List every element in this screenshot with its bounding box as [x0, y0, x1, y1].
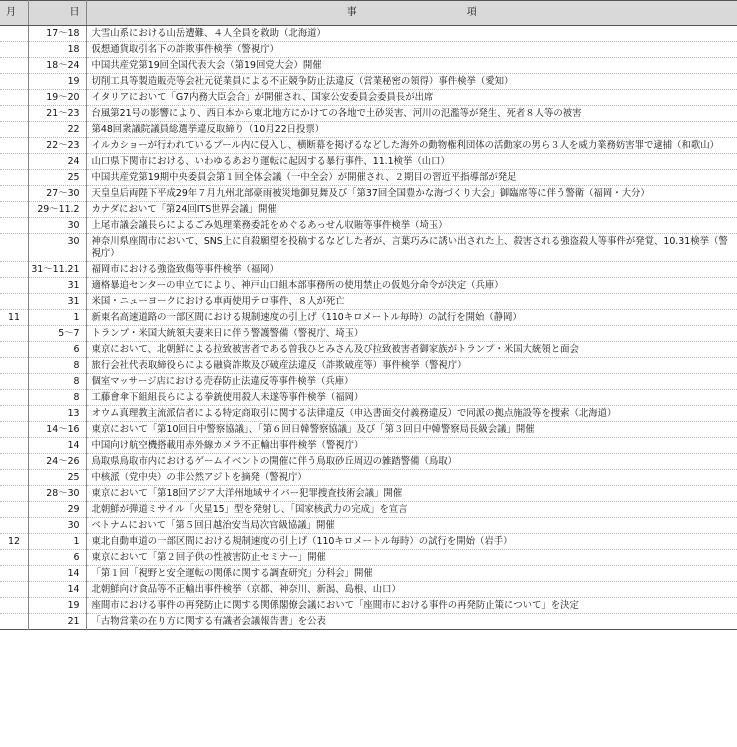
event-cell: 東京において「第10回日中警察協議」、「第６回日韓警察協議」及び「第３回日中韓警察局長級会議」開催	[91, 424, 535, 435]
day-cell: 27〜30	[28, 186, 86, 202]
table-row	[0, 42, 737, 58]
table-row	[0, 218, 737, 234]
day-cell: 25	[28, 470, 86, 486]
event-cell: 東京において「第２回子供の性被害防止セミナー」開催	[91, 552, 326, 563]
month-cell	[0, 406, 28, 422]
table-row	[0, 406, 737, 422]
event-cell: 東北自動車道の一部区間における規制速度の引上げ（110キロメートル毎時）の試行を開始（岩手）	[91, 536, 513, 547]
table-row	[0, 582, 737, 598]
month-cell	[0, 438, 28, 454]
month-cell	[0, 518, 28, 534]
table-row	[0, 74, 737, 90]
day-cell: 6	[28, 342, 86, 358]
table-row	[0, 262, 737, 278]
month-cell	[0, 90, 28, 106]
day-cell: 22〜23	[28, 138, 86, 154]
event-cell: 個室マッサージ店における売春防止法違反等事件検挙（兵庫）	[91, 376, 354, 387]
table-row	[0, 326, 737, 342]
table-row	[0, 470, 737, 486]
day-cell: 13	[28, 406, 86, 422]
table-row	[0, 342, 737, 358]
table-row	[0, 278, 737, 294]
day-cell: 1	[28, 534, 86, 550]
month-cell	[0, 342, 28, 358]
month-cell	[0, 486, 28, 502]
month-cell	[0, 358, 28, 374]
event-cell: 切削工具等製造販売等会社元従業員による不正競争防止法違反（営業秘密の領得）事件検挙（愛知）	[91, 76, 514, 87]
header-row	[0, 1, 737, 26]
month-cell	[0, 122, 28, 138]
month-cell	[0, 422, 28, 438]
day-cell: 18	[28, 42, 86, 58]
day-cell: 8	[28, 374, 86, 390]
table-row	[0, 454, 737, 470]
month-cell	[0, 582, 28, 598]
event-cell: 台風第21号の影響により、西日本から東北地方にかけての各地で土砂災害、河川の氾濫等が発生、死者８人等の被害	[91, 108, 582, 119]
event-cell: イタリアにおいて「G7内務大臣会合」が開催され、国家公安委員会委員長が出席	[91, 92, 434, 103]
table-row	[0, 422, 737, 438]
event-cell: 東京において「第18回アジア大洋州地域サイバー犯罪捜査技術会議」開催	[91, 488, 403, 499]
day-cell: 5〜7	[28, 326, 86, 342]
month-cell	[0, 74, 28, 90]
day-cell: 21	[28, 614, 86, 630]
month-cell	[0, 42, 28, 58]
month-cell	[0, 454, 28, 470]
day-cell: 22	[28, 122, 86, 138]
day-cell: 25	[28, 170, 86, 186]
table-row	[0, 26, 737, 42]
day-cell: 30	[28, 518, 86, 534]
day-cell: 19〜20	[28, 90, 86, 106]
month-cell	[0, 186, 28, 202]
table-row	[0, 186, 737, 202]
month-cell	[0, 614, 28, 630]
day-cell: 30	[28, 218, 86, 234]
table-row	[0, 566, 737, 582]
table-row	[0, 310, 737, 326]
month-cell	[0, 598, 28, 614]
day-cell: 28〜30	[28, 486, 86, 502]
month-cell	[0, 26, 28, 42]
table-row	[0, 122, 737, 138]
event-cell: 座間市における事件の再発防止に関する関係閣僚会議において「座間市における事件の再発防止策について」を決定	[91, 600, 579, 611]
day-cell: 6	[28, 550, 86, 566]
event-cell: 天皇皇后両陛下平成29年７月九州北部豪雨被災地御見舞及び「第37回全国豊かな海づくり大会」御臨席等に伴う警衛（福岡・大分）	[91, 188, 650, 199]
month-cell	[0, 218, 28, 234]
day-cell: 29〜11.2	[28, 202, 86, 218]
month-cell	[0, 106, 28, 122]
event-cell: 旅行会社代表取締役らによる融資詐欺及び破産法違反（詐欺破産等）事件検挙（警視庁）	[91, 360, 467, 371]
event-cell: ベトナムにおいて「第５回日越治安当局次官級協議」開催	[91, 520, 335, 531]
table-row	[0, 58, 737, 74]
day-cell: 14	[28, 438, 86, 454]
day-cell: 14	[28, 566, 86, 582]
event-cell: 仮想通貨取引名下の詐欺事件検挙（警視庁）	[91, 44, 280, 55]
month-cell	[0, 262, 28, 278]
event-cell: 第48回衆議院議員総選挙違反取締り（10月22日投票）	[91, 124, 325, 135]
event-cell: オウム真理教主流派信者による特定商取引に関する法律違反（申込書面交付義務違反）で同派の拠点施設等を捜索（北海道）	[91, 408, 617, 419]
table-row	[0, 374, 737, 390]
event-cell: カナダにおいて「第24回ITS世界会議」開催	[91, 204, 277, 215]
table-row	[0, 614, 737, 630]
month-cell	[0, 374, 28, 390]
month-cell: 12	[0, 534, 28, 550]
event-cell: 適格暴追センターの申立てにより、神戸山口組本部事務所の使用禁止の仮処分命令が決定（兵庫）	[91, 280, 504, 291]
event-cell: 米国・ニューヨークにおける車両使用テロ事件、８人が死亡	[91, 296, 345, 307]
day-cell: 24	[28, 154, 86, 170]
month-cell	[0, 470, 28, 486]
table-row	[0, 438, 737, 454]
header-day: 日	[28, 1, 86, 26]
table-row	[0, 486, 737, 502]
event-cell: 北朝鮮向け食品等不正輸出事件検挙（京都、神奈川、新潟、島根、山口）	[91, 584, 401, 595]
month-cell	[0, 550, 28, 566]
event-cell: 「第１回「視野と安全運転の関係に関する調査研究」分科会」開催	[91, 568, 373, 579]
table-row	[0, 170, 737, 186]
day-cell: 21〜23	[28, 106, 86, 122]
month-cell	[0, 294, 28, 310]
month-cell	[0, 234, 28, 262]
event-cell: 上尾市議会議長らによるごみ処理業務委託をめぐるあっせん収賄等事件検挙（埼玉）	[91, 220, 448, 231]
day-cell: 8	[28, 390, 86, 406]
day-cell: 29	[28, 502, 86, 518]
table-row	[0, 294, 737, 310]
month-cell	[0, 202, 28, 218]
day-cell: 18〜24	[28, 58, 86, 74]
month-cell	[0, 154, 28, 170]
month-cell	[0, 566, 28, 582]
month-cell	[0, 278, 28, 294]
event-cell: 中核派（党中央）の非公然アジトを摘発（警視庁）	[91, 472, 307, 483]
header-month: 月	[0, 1, 28, 26]
event-cell: 中国向け航空機搭載用赤外線カメラ不正輸出事件検挙（警視庁）	[91, 440, 364, 451]
header-event-char-2: 項	[466, 7, 477, 18]
table-row	[0, 90, 737, 106]
table-row	[0, 202, 737, 218]
table-row	[0, 138, 737, 154]
table-row	[0, 518, 737, 534]
event-cell: 工藤會傘下組組長らによる拳銃使用殺人未遂等事件検挙（福岡）	[91, 392, 364, 403]
month-cell	[0, 138, 28, 154]
table-row	[0, 502, 737, 518]
event-cell: 神奈川県座間市において、SNS上に自殺願望を投稿するなどした者が、言葉巧みに誘い出された上、殺害される強盗殺人等事件が発覚、10.31検挙（警視庁）	[91, 236, 728, 259]
event-cell: 新東名高速道路の一部区間における規制速度の引上げ（110キロメートル毎時）の試行を開始（静岡）	[91, 312, 522, 323]
day-cell: 14	[28, 582, 86, 598]
event-cell: 中国共産党第19期中央委員会第１回全体会議（一中全会）が開催され、２期目の習近平指導部が発足	[91, 172, 517, 183]
day-cell: 31	[28, 278, 86, 294]
table-row	[0, 154, 737, 170]
day-cell: 17〜18	[28, 26, 86, 42]
table-row	[0, 598, 737, 614]
table-row	[0, 106, 737, 122]
event-cell: イルカショーが行われているプール内に侵入し、横断幕を掲げるなどした海外の動物権利団体の活動家の男ら３人を威力業務妨害罪で逮捕（和歌山）	[91, 140, 719, 151]
event-cell: 福岡市における強盗致傷等事件検挙（福岡）	[91, 264, 280, 275]
day-cell: 31〜11.21	[28, 262, 86, 278]
event-cell: 「古物営業の在り方に関する有識者会議報告書」を公表	[91, 616, 326, 627]
month-cell	[0, 326, 28, 342]
chronology-body	[0, 26, 737, 630]
day-cell: 31	[28, 294, 86, 310]
event-cell: 東京において、北朝鮮による拉致被害者である曽我ひとみさん及び拉致被害者御家族がトランプ・米国大統領と面会	[91, 344, 579, 355]
table-row	[0, 550, 737, 566]
month-cell	[0, 502, 28, 518]
month-cell	[0, 390, 28, 406]
event-cell: 大雪山系における山岳遭難、４人全員を救助（北海道）	[91, 28, 326, 39]
month-cell	[0, 170, 28, 186]
header-event-char-1: 事	[346, 7, 357, 18]
month-cell	[0, 58, 28, 74]
day-cell: 8	[28, 358, 86, 374]
table-row	[0, 534, 737, 550]
table-row	[0, 234, 737, 262]
event-cell: 北朝鮮が弾道ミサイル「火星15」型を発射し、「国家核武力の完成」を宣言	[91, 504, 408, 515]
table-row	[0, 358, 737, 374]
day-cell: 19	[28, 598, 86, 614]
header-event	[86, 1, 737, 26]
month-cell: 11	[0, 310, 28, 326]
day-cell: 14〜16	[28, 422, 86, 438]
day-cell: 1	[28, 310, 86, 326]
event-cell: 山口県下関市における、いわゆるあおり運転に起因する暴行事件、11.1検挙（山口）	[91, 156, 450, 167]
day-cell: 24〜26	[28, 454, 86, 470]
event-cell: 中国共産党第19回全国代表大会（第19回党大会）開催	[91, 60, 322, 71]
day-cell: 30	[28, 234, 86, 262]
event-cell: トランプ・米国大統領夫妻来日に伴う警護警備（警視庁、埼玉）	[91, 328, 364, 339]
table-row	[0, 390, 737, 406]
event-cell: 鳥取県鳥取市内におけるゲームイベントの開催に伴う鳥取砂丘周辺の雑踏警備（鳥取）	[91, 456, 457, 467]
day-cell: 19	[28, 74, 86, 90]
